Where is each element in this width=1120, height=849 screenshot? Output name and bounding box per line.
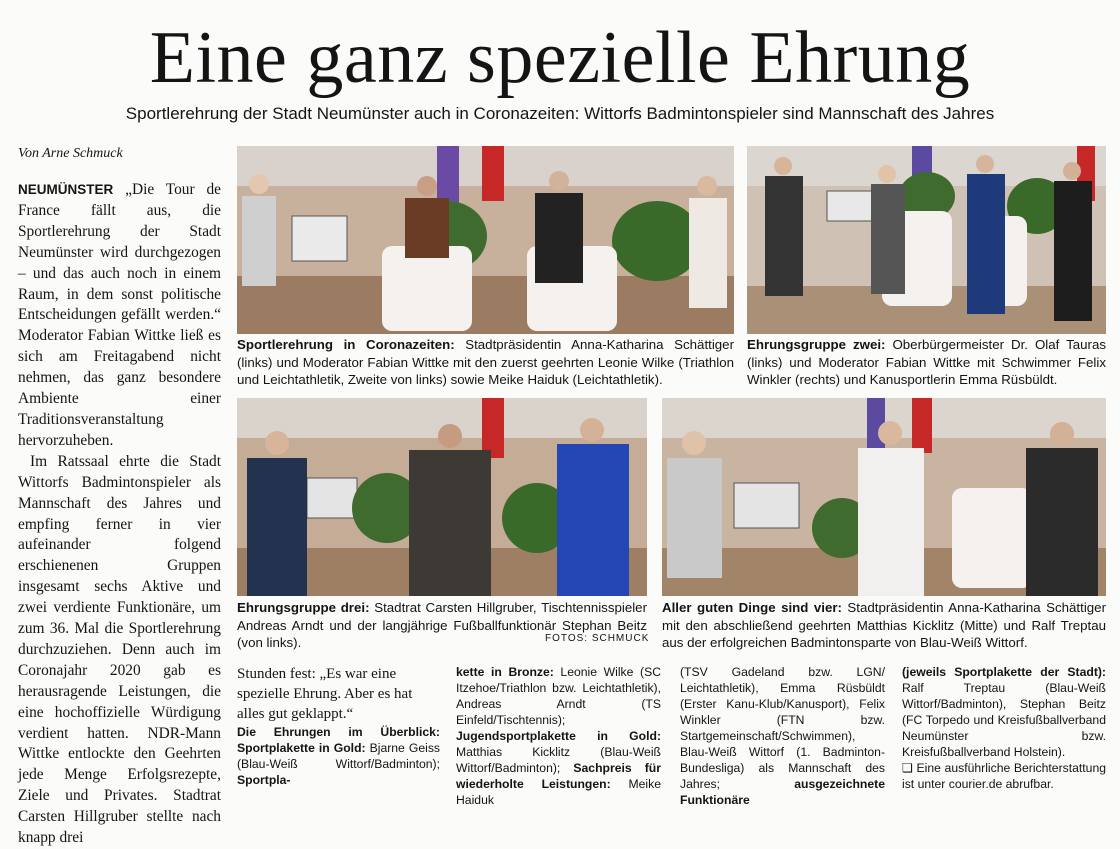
photo-1-caption-lead: Sportlerehrung in Coronazeiten: [237,337,455,352]
headline: Eine ganz spezielle Ehrung [149,17,971,99]
awards-list-continued: (TSV Gadeland bzw. LGN/ Leichtathletik), Emma Rüsbüldt (Erster Kanu-Klub/Kanusport), Felix Winkler (FTN bzw. Startgemeinschaft/Schwimmen), Blau-Weiß Wittorf (1. Badminton-Bundesliga) als Mannschaft des Jahres; [680,665,885,791]
photo-4-caption-lead: Aller guten Dinge sind vier: [662,600,842,615]
byline: Von Arne Schmuck [18,146,123,161]
photo-3-caption-text: Stadtrat Carsten Hillgruber, Tischtennisspieler Andreas Arndt und der langjährige Fußballfunktionär Stephan Beitz (von links). [237,600,648,651]
closing-quote: Stunden fest: „Es war eine spezielle Ehrung. Aber es hat alles gut geklappt.“ [237,666,413,722]
photo-4-caption-text: Stadtpräsidentin Anna-Katharina Schättiger mit den abschließend geehrten Matthias Kicklitz (Mitte) und Ralf Treptau aus der erfolgreichen Badmintonsparte von Blau-Weiß Wittorf. [662,600,1106,651]
overview-heading: Die Ehrungen im Überblick: Sportplakette in Gold: [237,725,440,755]
paragraph-1-text: „Die Tour de France fällt aus, die Sportlerehrung der Stadt Neumünster wird durchgezogen – und das auch noch in einem Raum, in dem sonst politische Entscheidungen gefällt werden.“ Moderator Fabian Wittke ließ es sich am Freitagabend nicht nehmen, das ganz besondere Ambiente einer Traditionsveranstaltung hervorzuheben. [18,181,221,449]
photo-3-honorees-group-three [237,398,647,596]
bottom-column-2 [237,664,441,787]
photo-4-caption [662,599,1106,652]
subheadline: Sportlerehrung der Stadt Neumünster auch in Coronazeiten: Wittorfs Badmintonspieler sind Mannschaft des Jahres [125,104,995,123]
article-body-column [18,180,221,847]
repeat-prize-heading: Sachpreis für wiederholte Leistungen: [456,761,661,791]
bottom-column-3 [456,664,661,807]
officials-heading: ausgezeichnete Funktionäre [680,777,885,807]
bronze-list: Leonie Wilke (SC Itzehoe/Triathlon bzw. Leichtathletik), Andreas Arndt (TS Einfeld/Tischtennis); [456,665,661,727]
repeat-prize-list: Meike Haiduk [456,777,661,807]
photo-1-honorees-group-one [237,146,734,334]
online-note: ❏ Eine ausführliche Berichterstattung ist unter courier.de abrufbar. [902,761,1106,791]
photo-2-caption-lead: Ehrungsgruppe zwei: [747,337,886,352]
bottom-column-5 [902,664,1106,791]
dateline: NEUMÜNSTER [18,182,114,197]
youth-gold-list: Matthias Kicklitz (Blau-Weiß Wittorf/Badminton); [456,745,661,775]
photo-2-honorees-group-two [747,146,1106,334]
photo-2-caption [747,336,1106,389]
officials-list: Ralf Treptau (Blau-Weiß Wittorf/Badminton), Stephan Beitz (FC Torpedo und Kreisfußballverband Neumünster bzw. Kreisfußballverband Holstein). [902,681,1106,759]
photo-credit: FOTOS: SCHMUCK [545,633,650,644]
bronze-heading: kette in Bronze: [456,665,554,679]
photo-1-caption [237,336,734,389]
article-paragraph-2: Im Ratssaal ehrte die Stadt Wittorfs Badmintonspieler als Mannschaft des Jahres und empfing ferner in vier aufeinander folgend erschienenen Gruppen insgesamt sechs Aktive und zwei verdiente Funktionäre, um zum 36. Mal die Sportlerehrung durchzuziehen. Denn auch im Coronajahr 2020 gab es herausragende Leistungen, die eine hochoffizielle Würdigung verdient hatten. NDR-Mann Wittke entlockte den Geehrten jede Menge Erfolgsrezepte, Ziele und Privates. Stadtrat Carsten Hillgruber stellte nach knapp drei [18,452,221,847]
photo-3-caption-lead: Ehrungsgruppe drei: [237,600,370,615]
youth-gold-heading: Jugendsportplakette in Gold: [456,729,661,743]
bottom-column-4 [680,664,885,807]
overview-next: Sportpla- [237,773,291,787]
officials-subheading: (jeweils Sportplakette der Stadt): [902,665,1106,679]
photo-2-caption-text: Oberbürgermeister Dr. Olaf Tauras (links) und Moderator Fabian Wittke mit Schwimmer Felix Winkler (rechts) und Kanusportlerin Emma Rüsbüldt. [747,337,1106,388]
article-paragraph-1 [18,180,221,452]
photo-4-honorees-group-four [662,398,1106,596]
photo-1-caption-text: Stadtpräsidentin Anna-Katharina Schättiger (links) und Moderator Fabian Wittke mit den zuerst geehrten Leonie Wilke (Triathlon und Leichtathletik, Zweite von links) sowie Meike Haiduk (Leichtathletik). [237,337,734,388]
overview-gold: Bjarne Geiss (Blau-Weiß Wittorf/Badminton); [237,741,441,771]
